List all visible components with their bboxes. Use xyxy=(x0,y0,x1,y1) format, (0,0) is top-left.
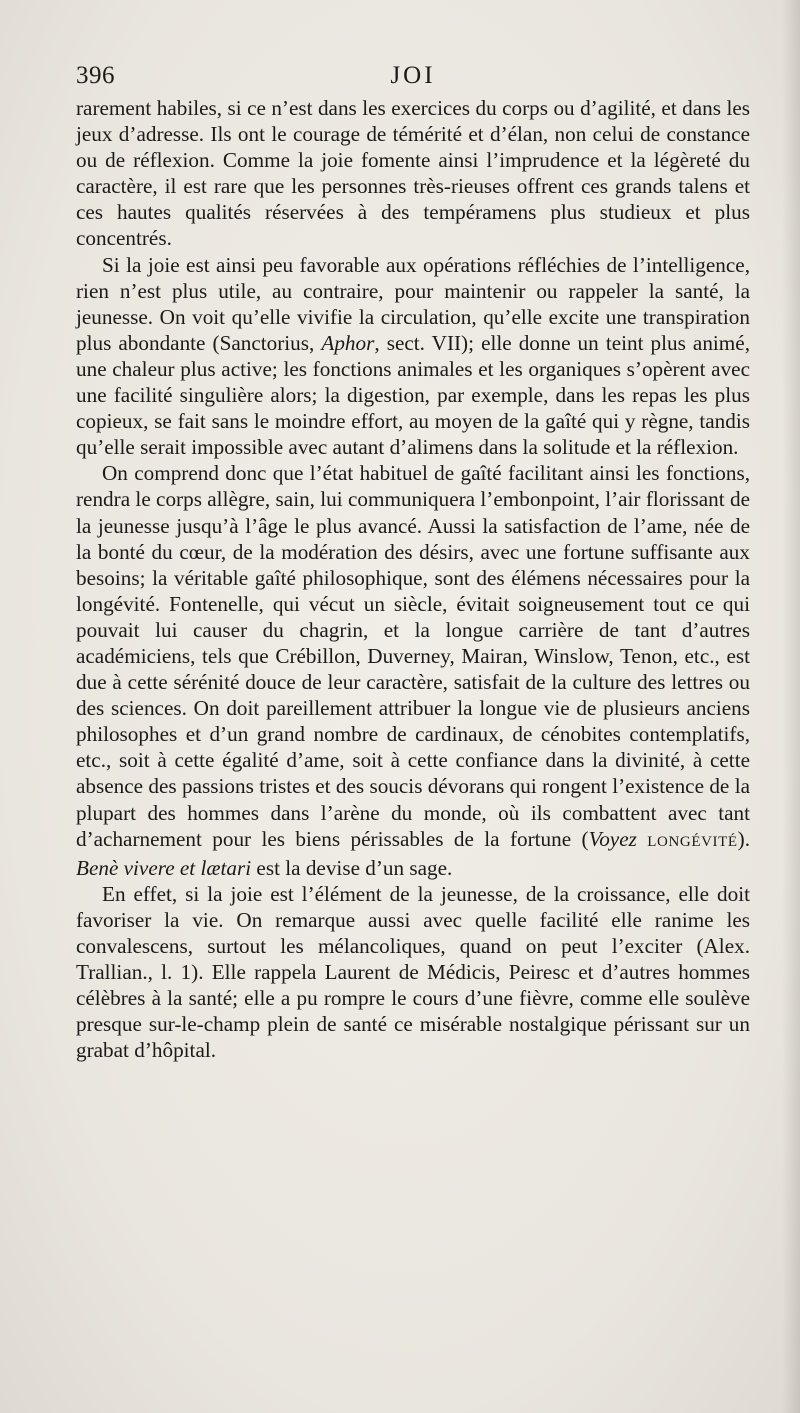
page-edge-shadow xyxy=(782,0,800,1413)
longevite-reference: LONGÉVITÉ xyxy=(647,833,738,850)
paragraph-3-part-2: ). xyxy=(737,826,751,851)
paragraph-2 xyxy=(76,252,750,461)
body-text xyxy=(76,95,750,1063)
paragraph-2-part-2: , sect. VII); elle donne un teint plus animé, une chaleur plus active; les fonctions animales et les organiques s’opèrent avec une facilité singulière alors; la digestion, par exemple, dans les repas les plus copieux, se fait sans le moindre effort, au moyen de la gaîté qui y règne, tandis qu’elle serait impossible avec autant d’alimens dans la solitude et la réflexion. xyxy=(76,330,750,460)
paragraph-3 xyxy=(76,460,750,881)
paragraph-3-part-1: On comprend donc que l’état habituel de gaîté facilitant ainsi les fonctions, rendra le corps allègre, sain, lui communiquera l’embonpoint, l’air florissant de la jeunesse jusqu’à l’âge le plus avancé. Aussi la satisfaction de l’ame, née de la bonté du cœur, de la modération des désirs, avec une fortune suffisante aux besoins; la véritable gaîté philosophique, sont des élémens nécessaires pour la longévité. Fontenelle, qui vécut un siècle, évitait soigneusement tout ce qui pouvait lui causer du chagrin, et la longue carrière de tant d’autres académiciens, tels que Crébillon, Duverney, Mairan, Winslow, Tenon, etc., est due à cette sérénité douce de leur caractère, satisfait de la culture des lettres ou des sciences. On doit pareillement attribuer la longue vie de plusieurs anciens philosophes et d’un grand nombre de cardinaux, de cénobites contemplatifs, etc., soit à cette égalité d’ame, soit à cette confiance dans la divinité, à cette absence des passions tristes et des soucis dévorans qui rongent l’existence de la plupart des hommes dans l’arène du monde, où ils combattent avec tant d’acharnement pour les biens périssables de la fortune ( xyxy=(76,461,750,851)
voyez-reference: Voyez xyxy=(588,826,637,851)
page-header xyxy=(76,62,750,94)
paragraph-3-part-3: est la devise d’un sage. xyxy=(251,855,453,880)
aphor-reference: Aphor xyxy=(321,330,375,355)
running-head: JOI xyxy=(390,62,436,89)
latin-motto: Benè vivere et lætari xyxy=(76,855,252,880)
paragraph-2-part-1: Si la joie est ainsi peu favorable aux opérations réfléchies de l’intelligence, rien n’est plus utile, au contraire, pour maintenir ou rappeler la santé, la jeunesse. On voit qu’elle vivifie la circulation, qu’elle excite une transpiration plus abondante (Sanctorius, xyxy=(76,252,750,355)
paragraph-4: En effet, si la joie est l’élément de la jeunesse, de la croissance, elle doit favoriser la vie. On remarque aussi avec quelle facilité elle ranime les convalescens, surtout les mélancoliques, quand on peut l’exciter (Alex. Trallian., l. 1). Elle rappela Laurent de Médicis, Peiresc et d’autres hommes célèbres à la santé; elle a pu rompre le cours d’une fièvre, comme elle soulève presque sur-le-champ plein de santé ce misérable nostalgique périssant sur un grabat d’hôpital. xyxy=(76,881,750,1063)
page-number: 396 xyxy=(76,62,115,89)
paragraph-1: rarement habiles, si ce n’est dans les exercices du corps ou d’agilité, et dans les jeux d’adresse. Ils ont le courage de témérité et d’élan, non celui de constance ou de réflexion. Comme la joie fomente ainsi l’imprudence et la légèreté du caractère, il est rare que les personnes très-rieuses offrent ces grands talens et ces hautes qualités réservées à des tempéramens plus studieux et plus concentrés. xyxy=(76,96,750,251)
